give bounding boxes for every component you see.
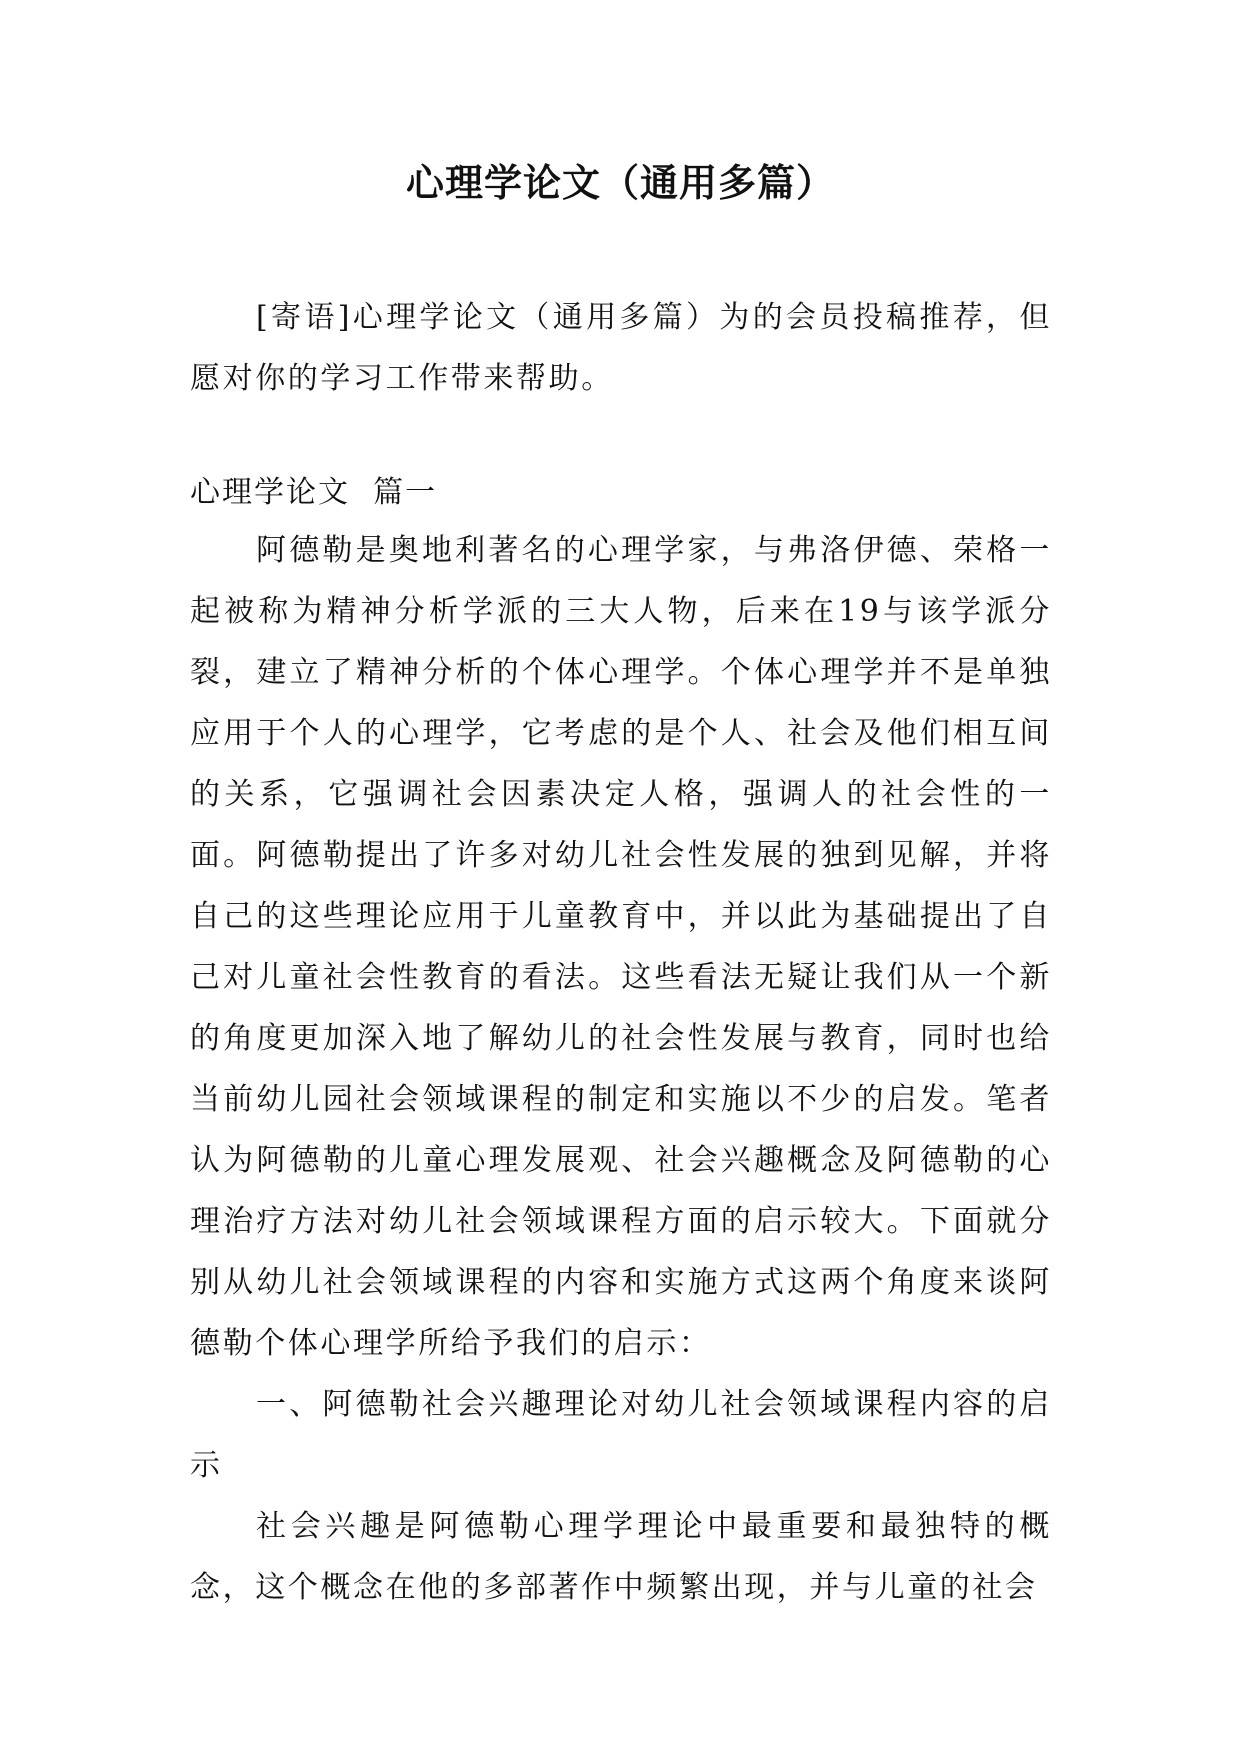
- paragraph-social-interest: 社会兴趣是阿德勒心理学理论中最重要和最独特的概念，这个概念在他的多部著作中频繁出现，并与儿童的社会: [190, 1509, 1052, 1605]
- intro-paragraph: [寄语]心理学论文（通用多篇）为的会员投稿推荐，但愿对你的学习工作带来帮助。: [190, 300, 1052, 396]
- section-heading: 心理学论文 篇一: [190, 475, 438, 510]
- article-body: [190, 520, 1052, 1618]
- paragraph-subheading-one: 一、阿德勒社会兴趣理论对幼儿社会领域课程内容的启示: [190, 1387, 1052, 1483]
- paragraph-adler-intro: 阿德勒是奥地利著名的心理学家，与弗洛伊德、荣格一起被称为精神分析学派的三大人物，后来在19与该学派分裂，建立了精神分析的个体心理学。个体心理学并不是单独应用于个人的心理学，它考虑的是个人、社会及他们相互间的关系，它强调社会因素决定人格，强调人的社会性的一面。阿德勒提出了许多对幼儿社会性发展的独到见解，并将自己的这些理论应用于儿童教育中，并以此为基础提出了自己对儿童社会性教育的看法。这些看法无疑让我们从一个新的角度更加深入地了解幼儿的社会性发展与教育，同时也给当前幼儿园社会领域课程的制定和实施以不少的启发。笔者认为阿德勒的儿童心理发展观、社会兴趣概念及阿德勒的心理治疗方法对幼儿社会领域课程方面的启示较大。下面就分别从幼儿社会领域课程的内容和实施方式这两个角度来谈阿德勒个体心理学所给予我们的启示：: [190, 533, 1052, 1361]
- document-title: 心理学论文（通用多篇）: [405, 161, 835, 205]
